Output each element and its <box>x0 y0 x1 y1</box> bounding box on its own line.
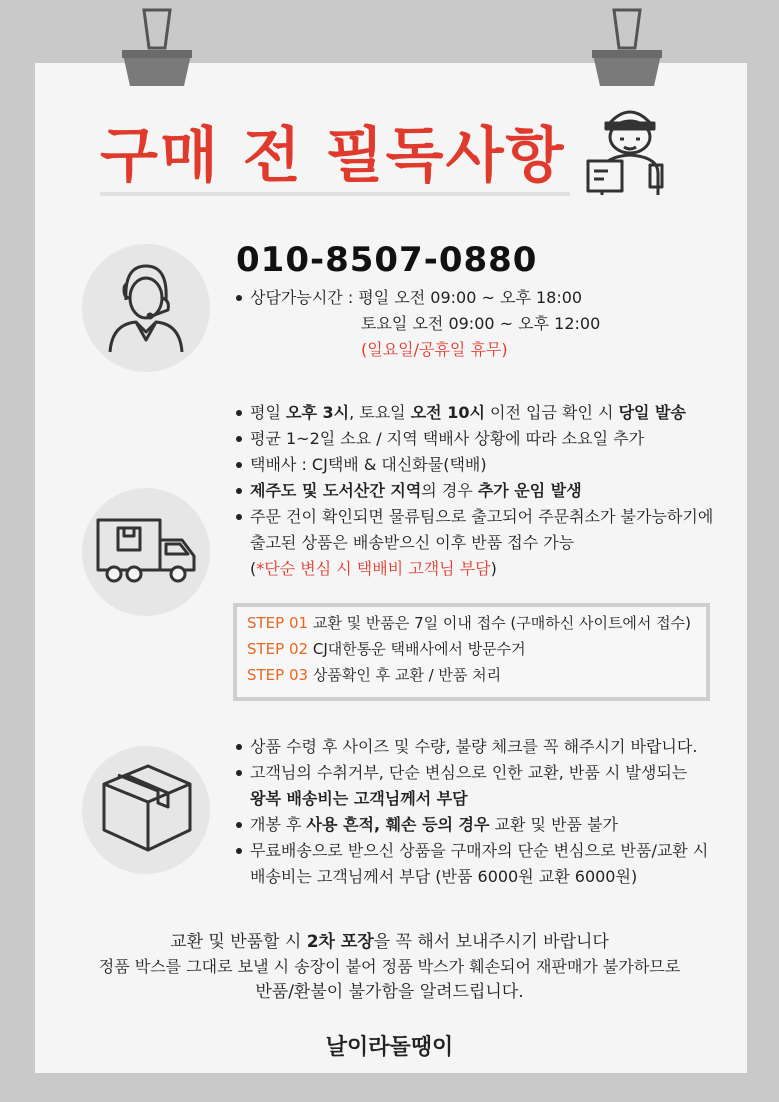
bullet <box>236 744 242 750</box>
phone-number[interactable]: 010-8507-0880 <box>236 240 538 280</box>
returns-line-5: 무료배송으로 받으신 상품을 구매자의 단순 변심으로 반품/교환 시 <box>250 841 709 860</box>
delivery-person-icon <box>580 95 680 199</box>
step-text: 교환 및 반품은 7일 이내 접수 (구매하신 사이트에서 접수) <box>312 614 692 632</box>
saturday-hours-text: 토요일 오전 09:00 ~ 오후 12:00 <box>361 314 601 333</box>
hours-text: 상담가능시간 : 평일 오전 09:00 ~ 오후 18:00 <box>250 288 583 307</box>
returns-line-1: 상품 수령 후 사이즈 및 수량, 불량 체크를 꼭 해주시기 바랍니다. <box>250 737 698 756</box>
bullet <box>236 514 242 520</box>
shipping-line-2: 평균 1~2일 소요 / 지역 택배사 상황에 따라 소요일 추가 <box>250 429 645 448</box>
shipping-line-3: 택배사 : CJ택배 & 대신화물(택배) <box>250 455 487 474</box>
step-label: STEP 01 <box>247 614 309 632</box>
returns-line-2: 고객님의 수취거부, 단순 변심으로 인한 교환, 반품 시 발생되는 <box>250 763 688 782</box>
returns-line-3: 왕복 배송비는 고객님께서 부담 <box>250 789 468 808</box>
bullet <box>236 436 242 442</box>
binder-clip-icon <box>588 8 666 90</box>
step-row <box>247 662 501 688</box>
returns-line-4: 개봉 후 사용 흔적, 훼손 등의 경우 교환 및 반품 불가 <box>250 815 619 834</box>
step-row <box>247 636 526 662</box>
package-box-icon <box>100 760 192 856</box>
step-text: 상품확인 후 교환 / 반품 처리 <box>312 666 502 684</box>
footer-line-3: 반품/환불이 불가함을 알려드립니다. <box>255 982 524 1002</box>
shipping-line-1: 평일 오후 3시, 토요일 오전 10시 이전 입금 확인 시 당일 발송 <box>250 403 686 422</box>
bullet <box>236 822 242 828</box>
shipping-line-6: 출고된 상품은 배송받으신 이후 반품 접수 가능 <box>250 533 575 552</box>
bullet <box>236 295 242 301</box>
footer-line-1: 교환 및 반품할 시 2차 포장을 꼭 해서 보내주시기 바랍니다 <box>170 932 609 952</box>
bullet <box>236 770 242 776</box>
step-label: STEP 03 <box>247 666 309 684</box>
delivery-truck-icon <box>94 516 200 586</box>
shipping-line-5: 주문 건이 확인되면 물류팀으로 출고되어 주문취소가 불가능하기에 <box>250 507 714 526</box>
returns-line-6: 배송비는 고객님께서 부담 (반품 6000원 교환 6000원) <box>250 867 638 886</box>
bullet <box>236 462 242 468</box>
step-label: STEP 02 <box>247 640 309 658</box>
binder-clip-icon <box>118 8 196 90</box>
shipping-line-7: (*단순 변심 시 택배비 고객님 부담) <box>250 559 497 578</box>
headset-agent-icon <box>100 258 192 354</box>
step-row <box>247 610 691 636</box>
brand-logo: 날이라돌땡이 <box>325 1034 454 1060</box>
bullet <box>236 410 242 416</box>
bullet <box>236 488 242 494</box>
bullet <box>236 848 242 854</box>
shipping-line-4: 제주도 및 도서산간 지역의 경우 추가 운임 발생 <box>250 481 582 500</box>
title-underline <box>100 192 570 196</box>
holiday-note: (일요일/공휴일 휴무) <box>361 340 508 359</box>
footer-line-2: 정품 박스를 그대로 보낼 시 송장이 붙어 정품 박스가 훼손되어 재판매가 불가하므로 <box>98 957 681 976</box>
step-text: CJ대한통운 택배사에서 방문수거 <box>312 640 526 658</box>
page-title: 구매 전 필독사항 <box>100 121 566 191</box>
